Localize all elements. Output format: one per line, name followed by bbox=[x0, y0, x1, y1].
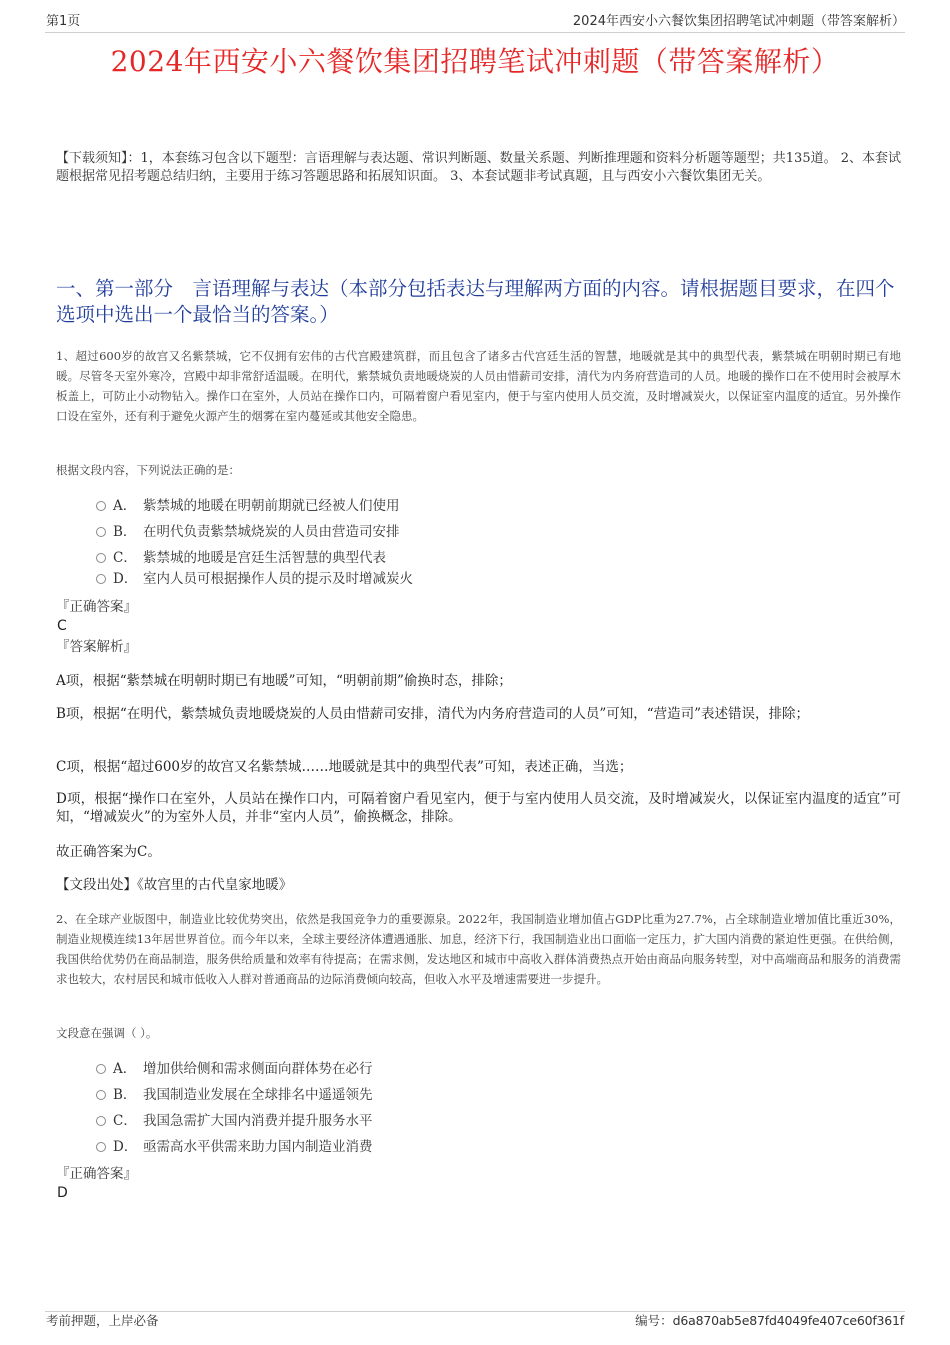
question-2-option-a[interactable]: A． 增加供给侧和需求侧面向群体势在必行 bbox=[96, 1059, 373, 1079]
header-doc-title: 2024年西安小六餐饮集团招聘笔试冲刺题（带答案解析） bbox=[572, 14, 905, 29]
header-divider bbox=[45, 32, 905, 33]
radio-icon[interactable] bbox=[96, 1142, 106, 1152]
analysis-a: A项，根据“紫禁城在明朝时期已有地暖”可知，“明朝前期”偷换时态，排除； bbox=[56, 673, 512, 689]
question-1-option-c[interactable]: C． 紫禁城的地暖是宫廷生活智慧的典型代表 bbox=[96, 548, 386, 568]
radio-icon[interactable] bbox=[96, 1064, 106, 1074]
question-2-prompt: 文段意在强调（ ）。 bbox=[56, 1026, 158, 1040]
question-1-option-d[interactable]: D． 室内人员可根据操作人员的提示及时增减炭火 bbox=[96, 569, 413, 589]
page-number: 第1页 bbox=[46, 14, 81, 29]
correct-answer: D bbox=[57, 1185, 68, 1201]
radio-icon[interactable] bbox=[96, 527, 106, 537]
document-title: 2024年西安小六餐饮集团招聘笔试冲刺题（带答案解析） bbox=[110, 45, 840, 78]
passage-source: 【文段出处】《故宫里的古代皇家地暖》 bbox=[56, 877, 293, 893]
question-2-option-c[interactable]: C． 我国急需扩大国内消费并提升服务水平 bbox=[96, 1111, 373, 1131]
question-1-passage: 1、超过600岁的故宫又名紫禁城，它不仅拥有宏伟的古代宫殿建筑群，而且包含了诸多古代宫廷生活的智慧，地暖就是其中的典型代表，紫禁城在明朝时期已有地暖。尽管冬天室外寒冷，宫殿中却非常舒适温暖。在明代，紫禁城负责地暖烧炭的人员由惜薪司安排，清代为内务府营造司的人员。地暖的操作口在不使用时会被厚木板盖上，可防止小动物钻入。操作口在室外，人员站在操作口内，可隔着窗户看见室内，便于与室内使用人员交流，及时增减炭火，以保证室内温度的适宜。另外操作口设在室外，还有利于避免火源产生的烟雾在室内蔓延或其他安全隐患。 bbox=[56, 349, 901, 423]
question-1-option-a[interactable]: A． 紫禁城的地暖在明朝前期就已经被人们使用 bbox=[96, 496, 400, 516]
footer-doc-code: 编号：d6a870ab5e87fd4049fe407ce60f361f bbox=[635, 1313, 904, 1328]
analysis-conclusion: 故正确答案为C。 bbox=[56, 844, 161, 860]
answer-label: 『正确答案』 bbox=[56, 599, 137, 615]
radio-icon[interactable] bbox=[96, 501, 106, 511]
radio-icon[interactable] bbox=[96, 574, 106, 584]
question-2-passage: 2、在全球产业版图中，制造业比较优势突出，依然是我国竞争力的重要源泉。2022年，我国制造业增加值占GDP比重为27.7%，占全球制造业增加值比重近30%，制造业规模连续13年居世界首位。而今年以来，全球主要经济体遭遇通胀、加息，经济下行，我国制造业出口面临一定压力，扩大国内消费的紧迫性更强。在供给侧，我国供给优势仍在商品制造，服务供给质量和效率有待提高；在需求侧，发达地区和城市中高收入群体消费热点开始由商品向服务转型，对中高端商品和服务的消费需求也较大，农村居民和城市低收入人群对普通商品的边际消费倾向较高，但收入水平及增速需要进一步提升。 bbox=[56, 912, 901, 986]
section-title: 一、第一部分 言语理解与表达（本部分包括表达与理解两方面的内容。请根据题目要求，在四个选项中选出一个最恰当的答案。） bbox=[56, 277, 895, 326]
question-2-option-d[interactable]: D． 亟需高水平供需来助力国内制造业消费 bbox=[96, 1137, 373, 1157]
radio-icon[interactable] bbox=[96, 553, 106, 563]
question-1-option-b[interactable]: B． 在明代负责紫禁城烧炭的人员由营造司安排 bbox=[96, 522, 400, 542]
analysis-c: C项，根据“超过600岁的故宫又名紫禁城……地暖就是其中的典型代表”可知，表述正确，当选； bbox=[56, 759, 633, 775]
download-notice: 【下载须知】：1，本套练习包含以下题型：言语理解与表达题、常识判断题、数量关系题、判断推理题和资料分析题等题型；共135道。 2、本套试题根据常见招考题总结归纳，主要用于练习答题思路和拓展知识面。 3、本套试题非考试真题，且与西安小六餐饮集团无关。 bbox=[56, 151, 901, 184]
radio-icon[interactable] bbox=[96, 1116, 106, 1126]
correct-answer: C bbox=[57, 618, 67, 634]
analysis-label: 『答案解析』 bbox=[56, 639, 137, 655]
question-2-option-b[interactable]: B． 我国制造业发展在全球排名中遥遥领先 bbox=[96, 1085, 373, 1105]
radio-icon[interactable] bbox=[96, 1090, 106, 1100]
footer-divider bbox=[45, 1311, 905, 1312]
analysis-d: D项，根据“操作口在室外，人员站在操作口内，可隔着窗户看见室内，便于与室内使用人员交流，及时增减炭火，以保证室内温度的适宜”可知，“增减炭火”的为室外人员，并非“室内人员”，偷换概念，排除。 bbox=[56, 791, 901, 825]
analysis-b: B项，根据“在明代，紫禁城负责地暖烧炭的人员由惜薪司安排，清代为内务府营造司的人员”可知，“营造司”表述错误，排除； bbox=[56, 706, 810, 722]
answer-label: 『正确答案』 bbox=[56, 1166, 137, 1182]
question-1-prompt: 根据文段内容，下列说法正确的是： bbox=[56, 463, 240, 477]
footer-slogan: 考前押题，上岸必备 bbox=[46, 1313, 159, 1328]
